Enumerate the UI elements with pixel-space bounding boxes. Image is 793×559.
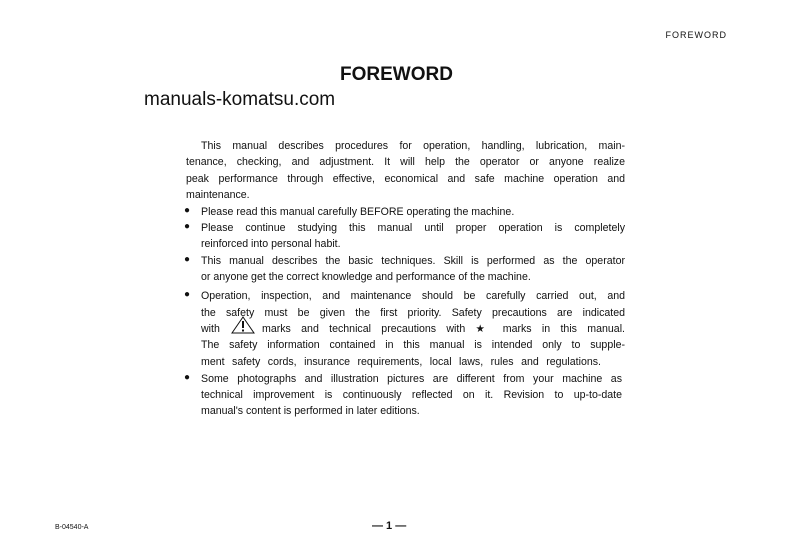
warning-triangle-icon (230, 315, 256, 335)
text-line: Some photographs and illustration pictures are different from your machine as (201, 373, 622, 385)
text-line: Please continue studying this manual until proper operation is completely (201, 222, 625, 234)
running-header: FOREWORD (665, 30, 727, 40)
text-line: The safety information contained in this manual is intended only to supple- (201, 339, 625, 351)
bullet-icon: ● (184, 254, 191, 265)
text-line: reinforced into personal habit. (201, 238, 341, 250)
text-line: Please read this manual carefully BEFORE operating the machine. (201, 206, 515, 218)
text-line: ment safety cords, insurance requirements, local laws, rules and regulations. (201, 356, 601, 368)
text-line: or anyone get the correct knowledge and performance of the machine. (201, 271, 531, 283)
text-line: maintenance. (186, 189, 250, 201)
text-line: tenance, checking, and adjustment. It will help the operator or anyone realize (186, 156, 625, 168)
text-line: the safety must be given the first priority. Safety precautions are indicated (201, 307, 625, 319)
text-line: This manual describes procedures for operation, handling, lubrication, main- (201, 140, 625, 152)
watermark-text: manuals-komatsu.com (144, 89, 336, 110)
text-line: peak performance through effective, economical and safe machine operation and (186, 173, 625, 185)
text-line: technical improvement is continuously reflected on it. Revision to up-to-date (201, 389, 622, 401)
page-number: — 1 — (372, 520, 407, 532)
bullet-icon: ● (184, 221, 191, 232)
text-line: marks and technical precautions with ★ marks in this manual. (262, 323, 625, 335)
bullet-icon: ● (184, 205, 191, 216)
text-line: Operation, inspection, and maintenance should be carefully carried out, and (201, 290, 625, 302)
page-title: FOREWORD (340, 64, 453, 85)
bullet-icon: ● (184, 289, 191, 300)
document-code: B-04540-A (55, 524, 89, 531)
text-line: with (201, 323, 220, 335)
text-line: manual's content is performed in later editions. (201, 405, 420, 417)
text-line: This manual describes the basic techniques. Skill is performed as the operator (201, 255, 625, 267)
bullet-icon: ● (184, 372, 191, 383)
